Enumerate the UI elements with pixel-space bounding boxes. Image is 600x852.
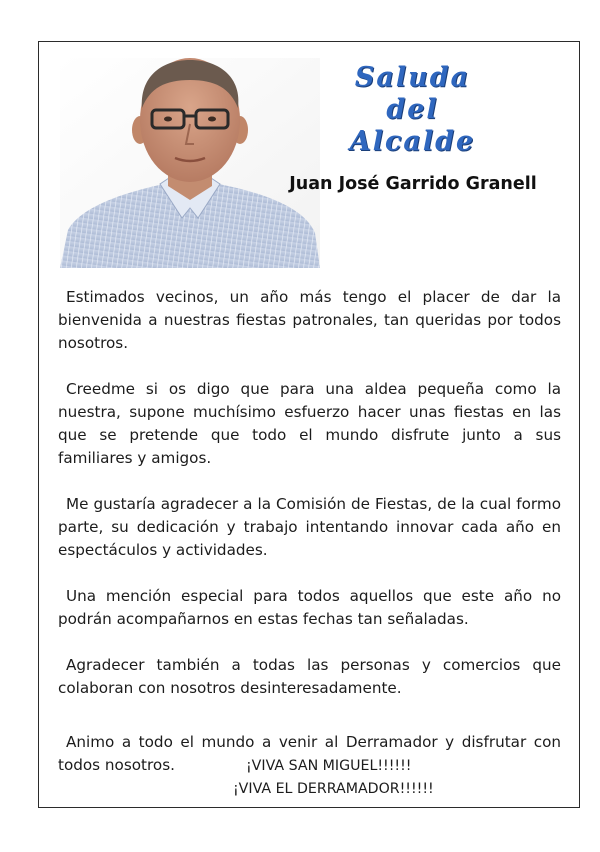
letter-body <box>58 286 561 723</box>
paragraph-3: Me gustaría agradecer a la Comisión de Fiestas, de la cual formo parte, su dedicación y trabajo intentando innovar cada año en espectáculos y actividades. <box>58 495 561 559</box>
closing-line-2-text: todos nosotros. <box>58 756 175 774</box>
closing-block <box>58 731 561 801</box>
paragraph-2: Creedme si os digo que para una aldea pequeña como la nuestra, supone muchísimo esfuerzo hacer unas fiestas en las que se pretende que todo el mundo disfrute junto a sus familiares y amigos. <box>58 380 561 467</box>
paragraph-1: Estimados vecinos, un año más tengo el placer de dar la bienvenida a nuestras fiestas patronales, tan queridas por todos nosotros. <box>58 288 561 352</box>
title-line-3: Alcalde <box>349 126 476 157</box>
mayor-name: Juan José Garrido Granell <box>289 174 537 194</box>
viva-san-miguel: ¡VIVA SAN MIGUEL!!!!!! <box>246 758 412 774</box>
page-title <box>300 62 525 158</box>
title-line-2: del <box>386 94 439 125</box>
closing-line-1: Animo a todo el mundo a venir al Derramador y disfrutar con <box>66 733 561 751</box>
title-line-1: Saluda <box>354 62 471 93</box>
paragraph-5: Agradecer también a todas las personas y comercios que colaboran con nosotros desinteresadamente. <box>58 656 561 697</box>
mayor-photo <box>60 58 320 268</box>
closing-line-2 <box>58 754 561 778</box>
paragraph-4: Una mención especial para todos aquellos que este año no podrán acompañarnos en estas fechas tan señaladas. <box>58 587 561 628</box>
viva-derramador: ¡VIVA EL DERRAMADOR!!!!!! <box>233 781 434 797</box>
